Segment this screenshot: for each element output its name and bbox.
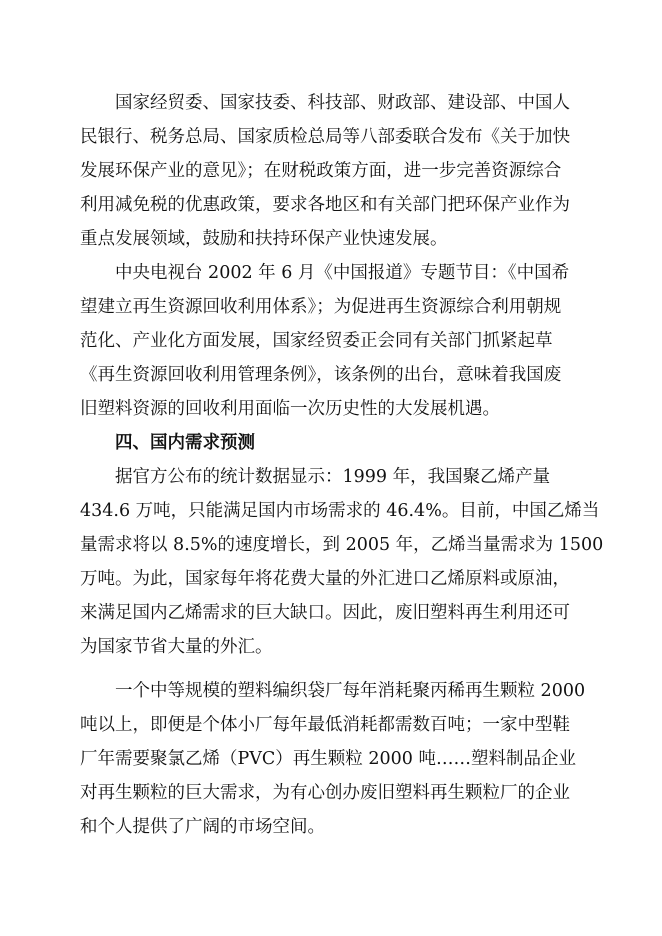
paragraph-2-line-2: 望建立再生资源回收利用体系》；为促进再生资源综合利用朝规 (80, 297, 562, 317)
paragraph-2-line-3: 范化、产业化方面发展，国家经贸委正会同有关部门抓紧起草 (80, 331, 553, 351)
paragraph-4-line-5: 和个人提供了广阔的市场空间。 (80, 817, 325, 837)
paragraph-4-line-1: 一个中等规模的塑料编织袋厂每年消耗聚丙稀再生颗粒 2000 (115, 681, 586, 701)
paragraph-1-line-2: 民银行、税务总局、国家质检总局等八部委联合发布《关于加快 (80, 127, 570, 147)
paragraph-1-line-4: 利用减免税的优惠政策，要求各地区和有关部门把环保产业作为 (80, 195, 570, 215)
paragraph-3-line-5: 来满足国内乙烯需求的巨大缺口。因此，废旧塑料再生利用还可 (80, 603, 570, 623)
paragraph-3-line-2: 434.6 万吨，只能满足国内市场需求的 46.4%。目前，中国乙烯当 (80, 501, 600, 521)
paragraph-1-line-1: 国家经贸委、国家技委、科技部、财政部、建设部、中国人 (115, 93, 570, 113)
paragraph-2-line-4: 《再生资源回收利用管理条例》，该条例的出台，意味着我国废 (80, 365, 562, 385)
paragraph-1-line-3: 发展环保产业的意见》；在财税政策方面，进一步完善资源综合 (80, 161, 562, 181)
paragraph-4-line-2: 吨以上，即便是个体小厂每年最低消耗都需数百吨；一家中型鞋 (80, 715, 570, 735)
paragraph-3-line-1: 据官方公布的统计数据显示：1999 年，我国聚乙烯产量 (115, 467, 551, 487)
paragraph-3-line-3: 量需求将以 8.5%的速度增长，到 2005 年，乙烯当量需求为 1500 (80, 535, 604, 555)
paragraph-1-line-5: 重点发展领域，鼓励和扶持环保产业快速发展。 (80, 229, 448, 249)
paragraph-4-line-4: 对再生颗粒的巨大需求，为有心创办废旧塑料再生颗粒厂的企业 (80, 783, 570, 803)
paragraph-2-line-1: 中央电视台 2002 年 6 月《中国报道》专题节目：《中国希 (115, 263, 570, 283)
paragraph-3-line-4: 万吨。为此，国家每年将花费大量的外汇进口乙烯原料或原油， (80, 569, 570, 589)
paragraph-4-line-3: 厂年需要聚氯乙烯（PVC）再生颗粒 2000 吨……塑料制品企业 (80, 749, 576, 769)
section-heading: 四、国内需求预测 (115, 433, 255, 453)
paragraph-2-line-5: 旧塑料资源的回收利用面临一次历史性的大发展机遇。 (80, 399, 500, 419)
paragraph-3-line-6: 为国家节省大量的外汇。 (80, 637, 273, 657)
